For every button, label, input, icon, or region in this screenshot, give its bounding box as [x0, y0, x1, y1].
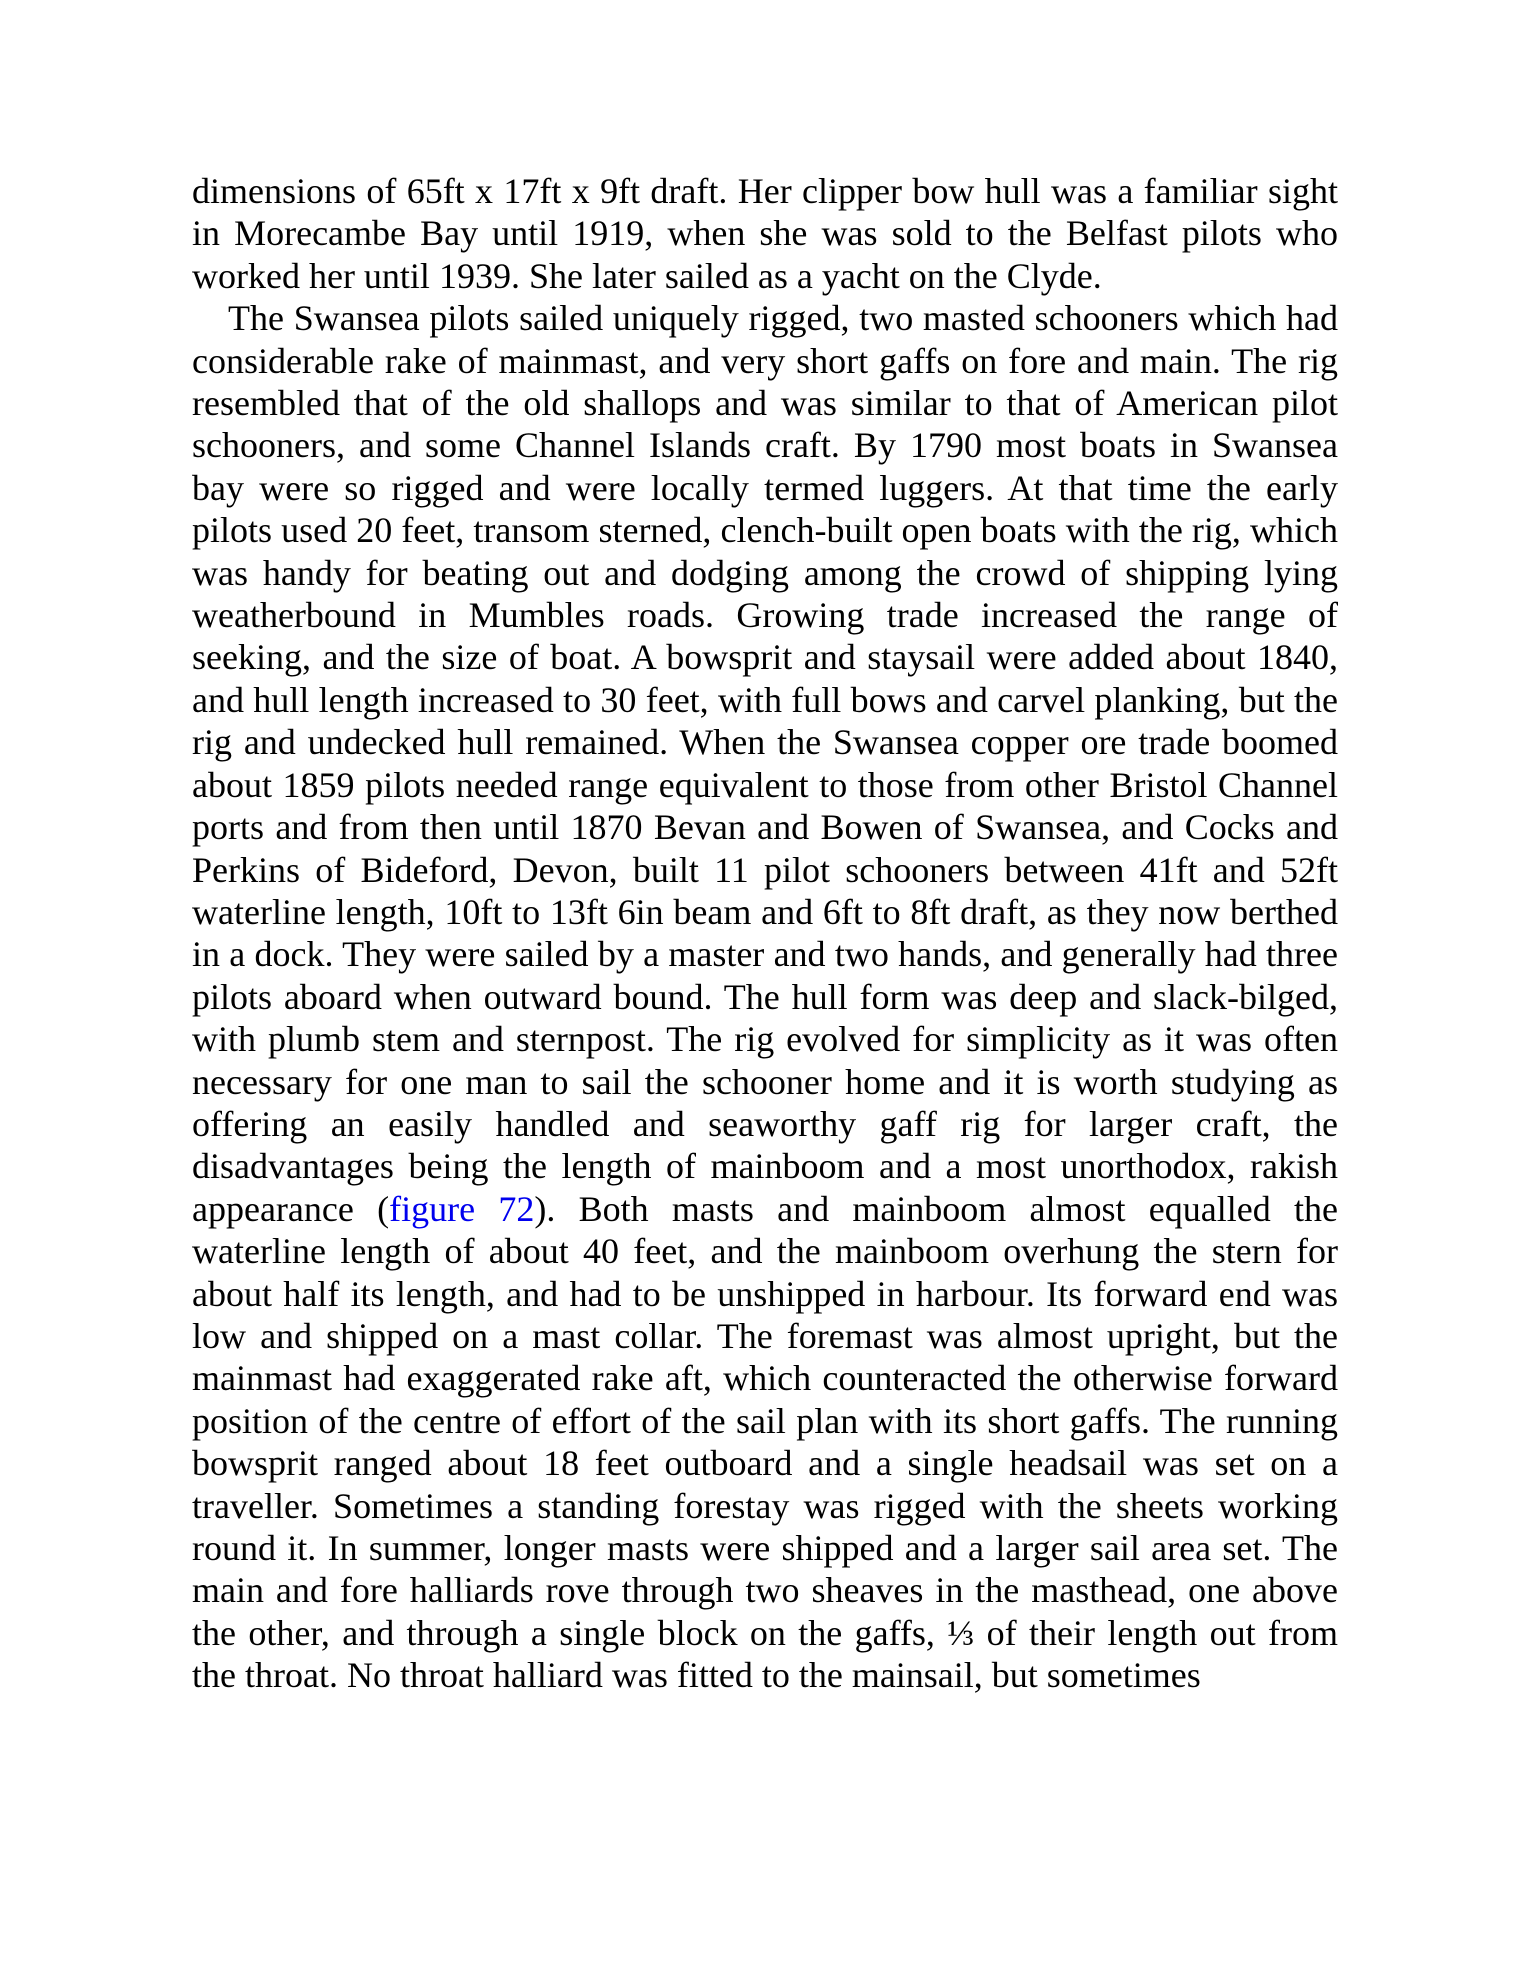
paragraph-continuation-text: dimensions of 65ft x 17ft x 9ft draft. Her clipper bow hull was a familiar sight in Morecambe Bay until 1919, when she was sold to the Belfast pilots who worked her until 1939. She later sailed as a yacht on the Clyde. — [192, 171, 1338, 296]
page-text-block — [192, 170, 1338, 1697]
paragraph-swansea-pilots — [192, 297, 1338, 1696]
figure-72-link[interactable]: figure 72 — [389, 1188, 535, 1229]
paragraph-text-before-link: The Swansea pilots sailed uniquely rigged, two masted schooners which had considerable rake of mainmast, and very short gaffs on fore and main. The rig resembled that of the old shallops and was similar to that of American pilot schooners, and some Channel Islands craft. By 1790 most boats in Swansea bay were so rigged and were locally termed luggers. At that time the early pilots used 20 feet, transom sterned, clench-built open boats with the rig, which was handy for beating out and dodging among the crowd of shipping lying weatherbound in Mumbles roads. Growing trade increased the range of seeking, and the size of boat. A bowsprit and staysail were added about 1840, and hull length increased to 30 feet, with full bows and carvel planking, but the rig and undecked hull remained. When the Swansea copper ore trade boomed about 1859 pilots needed range equivalent to those from other Bristol Channel ports and from then until 1870 Bevan and Bowen of Swansea, and Cocks and Perkins of Bideford, Devon, built 11 pilot schooners between 41ft and 52ft waterline length, 10ft to 13ft 6in beam and 6ft to 8ft draft, as they now berthed in a dock. They were sailed by a master and two hands, and generally had three pilots aboard when outward bound. The hull form was deep and slack-bilged, with plumb stem and sternpost. The rig evolved for simplicity as it was often necessary for one man to sail the schooner home and it is worth studying as offering an easily handled and seaworthy gaff rig for larger craft, the disadvantages being the length of mainboom and a most unorthodox, rakish appearance ( — [192, 298, 1338, 1229]
paragraph-continuation — [192, 170, 1338, 297]
paragraph-text-after-link: ). Both masts and mainboom almost equalled the waterline length of about 40 feet, and the mainboom overhung the stern for about half its length, and had to be unshipped in harbour. Its forward end was low and shipped on a mast collar. The foremast was almost upright, but the mainmast had exaggerated rake aft, which counteracted the otherwise forward position of the centre of effort of the sail plan with its short gaffs. The running bowsprit ranged about 18 feet outboard and a single headsail was set on a traveller. Sometimes a standing forestay was rigged with the sheets working round it. In summer, longer masts were shipped and a larger sail area set. The main and fore halliards rove through two sheaves in the masthead, one above the other, and through a single block on the gaffs, ⅓ of their length out from the throat. No throat halliard was fitted to the mainsail, but sometimes — [192, 1188, 1338, 1696]
